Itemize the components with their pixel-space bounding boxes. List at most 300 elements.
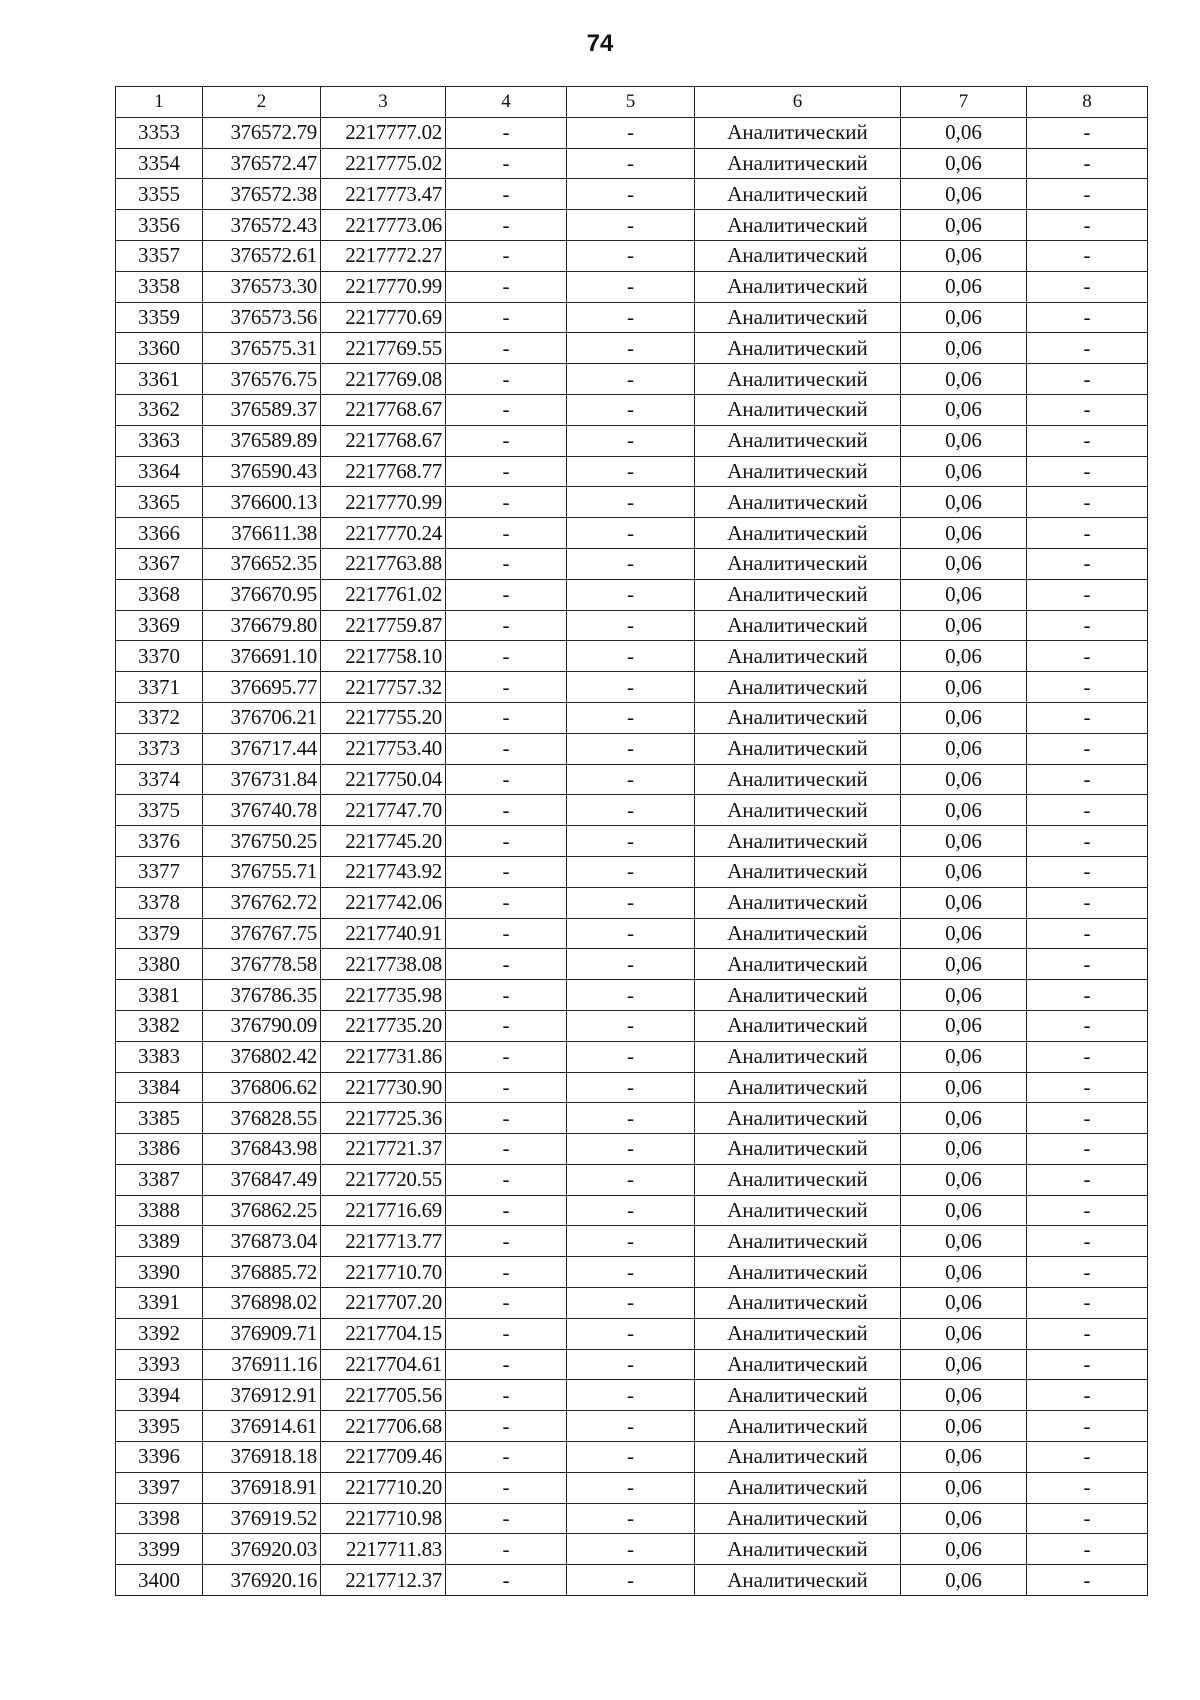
method-cell: Аналитический [695,949,901,980]
x-coordinate-cell: 376572.38 [203,179,321,210]
point-number-cell: 3387 [116,1164,203,1195]
table-header-row [116,87,1148,118]
x-coordinate-cell: 376572.43 [203,210,321,241]
table-row [116,456,1148,487]
point-number-cell: 3375 [116,795,203,826]
method-cell: Аналитический [695,1565,901,1596]
method-cell: Аналитический [695,117,901,148]
method-cell: Аналитический [695,795,901,826]
x-coordinate-cell: 376731.84 [203,764,321,795]
point-number-cell: 3397 [116,1472,203,1503]
y-coordinate-cell: 2217710.98 [321,1503,446,1534]
y-coordinate-cell: 2217705.56 [321,1380,446,1411]
column-8-cell: - [1027,1010,1148,1041]
y-coordinate-cell: 2217730.90 [321,1072,446,1103]
y-coordinate-cell: 2217769.08 [321,364,446,395]
method-cell: Аналитический [695,487,901,518]
column-8-cell: - [1027,1380,1148,1411]
method-cell: Аналитический [695,1380,901,1411]
table-row [116,733,1148,764]
column-5-cell: - [567,210,695,241]
accuracy-cell: 0,06 [901,210,1027,241]
accuracy-cell: 0,06 [901,980,1027,1011]
column-5-cell: - [567,148,695,179]
column-8-cell: - [1027,456,1148,487]
point-number-cell: 3360 [116,333,203,364]
x-coordinate-cell: 376912.91 [203,1380,321,1411]
x-coordinate-cell: 376590.43 [203,456,321,487]
table-row [116,1164,1148,1195]
column-5-cell: - [567,1472,695,1503]
accuracy-cell: 0,06 [901,579,1027,610]
table-row [116,1226,1148,1257]
column-8-cell: - [1027,1226,1148,1257]
point-number-cell: 3367 [116,548,203,579]
x-coordinate-cell: 376885.72 [203,1257,321,1288]
y-coordinate-cell: 2217770.99 [321,271,446,302]
column-5-cell: - [567,1103,695,1134]
y-coordinate-cell: 2217768.67 [321,425,446,456]
column-8-cell: - [1027,641,1148,672]
accuracy-cell: 0,06 [901,271,1027,302]
y-coordinate-cell: 2217750.04 [321,764,446,795]
column-8-cell: - [1027,1072,1148,1103]
column-8-cell: - [1027,179,1148,210]
column-4-cell: - [446,179,567,210]
accuracy-cell: 0,06 [901,487,1027,518]
table-row [116,425,1148,456]
column-4-cell: - [446,1134,567,1165]
x-coordinate-cell: 376873.04 [203,1226,321,1257]
accuracy-cell: 0,06 [901,1349,1027,1380]
column-4-cell: - [446,364,567,395]
table-row [116,1195,1148,1226]
method-cell: Аналитический [695,733,901,764]
x-coordinate-cell: 376589.89 [203,425,321,456]
table-row [116,887,1148,918]
table-row [116,1041,1148,1072]
column-5-cell: - [567,1195,695,1226]
accuracy-cell: 0,06 [901,1288,1027,1319]
table-row [116,579,1148,610]
x-coordinate-cell: 376755.71 [203,856,321,887]
y-coordinate-cell: 2217759.87 [321,610,446,641]
x-coordinate-cell: 376843.98 [203,1134,321,1165]
method-cell: Аналитический [695,210,901,241]
column-8-cell: - [1027,240,1148,271]
accuracy-cell: 0,06 [901,117,1027,148]
method-cell: Аналитический [695,548,901,579]
accuracy-cell: 0,06 [901,918,1027,949]
y-coordinate-cell: 2217770.24 [321,518,446,549]
method-cell: Аналитический [695,1103,901,1134]
accuracy-cell: 0,06 [901,518,1027,549]
column-4-cell: - [446,1565,567,1596]
point-number-cell: 3369 [116,610,203,641]
table-row [116,1288,1148,1319]
column-5-cell: - [567,1565,695,1596]
table-body [116,117,1148,1595]
accuracy-cell: 0,06 [901,1503,1027,1534]
point-number-cell: 3376 [116,826,203,857]
method-cell: Аналитический [695,1226,901,1257]
column-8-cell: - [1027,1041,1148,1072]
accuracy-cell: 0,06 [901,887,1027,918]
point-number-cell: 3366 [116,518,203,549]
column-5-cell: - [567,240,695,271]
x-coordinate-cell: 376919.52 [203,1503,321,1534]
table-row [116,1257,1148,1288]
column-5-cell: - [567,887,695,918]
column-5-cell: - [567,487,695,518]
x-coordinate-cell: 376589.37 [203,394,321,425]
point-number-cell: 3361 [116,364,203,395]
x-coordinate-cell: 376918.91 [203,1472,321,1503]
method-cell: Аналитический [695,1257,901,1288]
accuracy-cell: 0,06 [901,1442,1027,1473]
column-header-4: 4 [446,87,567,118]
column-5-cell: - [567,641,695,672]
accuracy-cell: 0,06 [901,1010,1027,1041]
column-4-cell: - [446,1472,567,1503]
x-coordinate-cell: 376573.30 [203,271,321,302]
point-number-cell: 3379 [116,918,203,949]
method-cell: Аналитический [695,1195,901,1226]
accuracy-cell: 0,06 [901,1072,1027,1103]
y-coordinate-cell: 2217711.83 [321,1534,446,1565]
accuracy-cell: 0,06 [901,702,1027,733]
column-4-cell: - [446,641,567,672]
method-cell: Аналитический [695,1534,901,1565]
y-coordinate-cell: 2217710.70 [321,1257,446,1288]
y-coordinate-cell: 2217731.86 [321,1041,446,1072]
method-cell: Аналитический [695,579,901,610]
column-4-cell: - [446,394,567,425]
column-5-cell: - [567,1411,695,1442]
point-number-cell: 3383 [116,1041,203,1072]
column-8-cell: - [1027,1565,1148,1596]
column-5-cell: - [567,672,695,703]
point-number-cell: 3394 [116,1380,203,1411]
column-8-cell: - [1027,1411,1148,1442]
method-cell: Аналитический [695,1318,901,1349]
column-5-cell: - [567,1503,695,1534]
y-coordinate-cell: 2217738.08 [321,949,446,980]
column-5-cell: - [567,949,695,980]
table-row [116,795,1148,826]
method-cell: Аналитический [695,887,901,918]
y-coordinate-cell: 2217768.77 [321,456,446,487]
point-number-cell: 3364 [116,456,203,487]
point-number-cell: 3399 [116,1534,203,1565]
table-row [116,1534,1148,1565]
column-8-cell: - [1027,1103,1148,1134]
method-cell: Аналитический [695,333,901,364]
accuracy-cell: 0,06 [901,733,1027,764]
column-4-cell: - [446,1103,567,1134]
accuracy-cell: 0,06 [901,1195,1027,1226]
y-coordinate-cell: 2217770.99 [321,487,446,518]
method-cell: Аналитический [695,271,901,302]
column-5-cell: - [567,1010,695,1041]
accuracy-cell: 0,06 [901,1380,1027,1411]
table-row [116,949,1148,980]
method-cell: Аналитический [695,918,901,949]
column-8-cell: - [1027,764,1148,795]
table-row [116,1072,1148,1103]
column-5-cell: - [567,456,695,487]
column-8-cell: - [1027,271,1148,302]
accuracy-cell: 0,06 [901,302,1027,333]
column-4-cell: - [446,672,567,703]
accuracy-cell: 0,06 [901,425,1027,456]
column-4-cell: - [446,117,567,148]
table-row [116,1411,1148,1442]
column-4-cell: - [446,610,567,641]
column-5-cell: - [567,1380,695,1411]
column-5-cell: - [567,579,695,610]
accuracy-cell: 0,06 [901,1534,1027,1565]
column-8-cell: - [1027,980,1148,1011]
column-8-cell: - [1027,826,1148,857]
column-5-cell: - [567,117,695,148]
point-number-cell: 3368 [116,579,203,610]
column-8-cell: - [1027,1318,1148,1349]
method-cell: Аналитический [695,148,901,179]
column-5-cell: - [567,1041,695,1072]
column-8-cell: - [1027,887,1148,918]
table-row [116,1010,1148,1041]
column-4-cell: - [446,579,567,610]
method-cell: Аналитический [695,1472,901,1503]
point-number-cell: 3390 [116,1257,203,1288]
column-4-cell: - [446,1195,567,1226]
x-coordinate-cell: 376911.16 [203,1349,321,1380]
accuracy-cell: 0,06 [901,641,1027,672]
column-5-cell: - [567,271,695,302]
column-5-cell: - [567,856,695,887]
table-row [116,1380,1148,1411]
x-coordinate-cell: 376790.09 [203,1010,321,1041]
column-5-cell: - [567,826,695,857]
x-coordinate-cell: 376670.95 [203,579,321,610]
column-5-cell: - [567,702,695,733]
x-coordinate-cell: 376573.56 [203,302,321,333]
y-coordinate-cell: 2217720.55 [321,1164,446,1195]
accuracy-cell: 0,06 [901,1164,1027,1195]
column-4-cell: - [446,1257,567,1288]
point-number-cell: 3374 [116,764,203,795]
column-5-cell: - [567,918,695,949]
column-5-cell: - [567,333,695,364]
accuracy-cell: 0,06 [901,1134,1027,1165]
column-4-cell: - [446,1041,567,1072]
y-coordinate-cell: 2217735.20 [321,1010,446,1041]
method-cell: Аналитический [695,1411,901,1442]
table-row [116,1103,1148,1134]
y-coordinate-cell: 2217716.69 [321,1195,446,1226]
column-8-cell: - [1027,1534,1148,1565]
table-row [116,1565,1148,1596]
point-number-cell: 3388 [116,1195,203,1226]
column-4-cell: - [446,856,567,887]
point-number-cell: 3395 [116,1411,203,1442]
point-number-cell: 3358 [116,271,203,302]
method-cell: Аналитический [695,1072,901,1103]
method-cell: Аналитический [695,302,901,333]
accuracy-cell: 0,06 [901,1103,1027,1134]
x-coordinate-cell: 376679.80 [203,610,321,641]
column-5-cell: - [567,1226,695,1257]
method-cell: Аналитический [695,1010,901,1041]
y-coordinate-cell: 2217769.55 [321,333,446,364]
y-coordinate-cell: 2217773.47 [321,179,446,210]
table-row [116,672,1148,703]
x-coordinate-cell: 376920.03 [203,1534,321,1565]
column-header-5: 5 [567,87,695,118]
y-coordinate-cell: 2217768.67 [321,394,446,425]
table-row [116,1503,1148,1534]
x-coordinate-cell: 376806.62 [203,1072,321,1103]
column-8-cell: - [1027,117,1148,148]
accuracy-cell: 0,06 [901,240,1027,271]
y-coordinate-cell: 2217757.32 [321,672,446,703]
column-5-cell: - [567,1349,695,1380]
y-coordinate-cell: 2217712.37 [321,1565,446,1596]
point-number-cell: 3380 [116,949,203,980]
table-row [116,1472,1148,1503]
column-8-cell: - [1027,148,1148,179]
y-coordinate-cell: 2217743.92 [321,856,446,887]
x-coordinate-cell: 376828.55 [203,1103,321,1134]
table-row [116,918,1148,949]
accuracy-cell: 0,06 [901,795,1027,826]
accuracy-cell: 0,06 [901,610,1027,641]
column-8-cell: - [1027,1503,1148,1534]
x-coordinate-cell: 376740.78 [203,795,321,826]
accuracy-cell: 0,06 [901,364,1027,395]
column-4-cell: - [446,302,567,333]
accuracy-cell: 0,06 [901,856,1027,887]
table-row [116,856,1148,887]
x-coordinate-cell: 376786.35 [203,980,321,1011]
column-8-cell: - [1027,210,1148,241]
y-coordinate-cell: 2217707.20 [321,1288,446,1319]
point-number-cell: 3357 [116,240,203,271]
column-header-7: 7 [901,87,1027,118]
column-5-cell: - [567,1164,695,1195]
method-cell: Аналитический [695,826,901,857]
x-coordinate-cell: 376802.42 [203,1041,321,1072]
point-number-cell: 3370 [116,641,203,672]
column-8-cell: - [1027,733,1148,764]
accuracy-cell: 0,06 [901,456,1027,487]
table-row [116,1442,1148,1473]
x-coordinate-cell: 376778.58 [203,949,321,980]
column-8-cell: - [1027,1288,1148,1319]
column-header-2: 2 [203,87,321,118]
point-number-cell: 3377 [116,856,203,887]
column-8-cell: - [1027,949,1148,980]
column-5-cell: - [567,1534,695,1565]
column-8-cell: - [1027,1195,1148,1226]
column-5-cell: - [567,764,695,795]
column-4-cell: - [446,1288,567,1319]
y-coordinate-cell: 2217709.46 [321,1442,446,1473]
table-row [116,487,1148,518]
y-coordinate-cell: 2217704.61 [321,1349,446,1380]
column-8-cell: - [1027,702,1148,733]
column-8-cell: - [1027,364,1148,395]
table-row [116,394,1148,425]
column-4-cell: - [446,887,567,918]
column-4-cell: - [446,148,567,179]
point-number-cell: 3398 [116,1503,203,1534]
column-4-cell: - [446,1534,567,1565]
column-4-cell: - [446,1072,567,1103]
column-8-cell: - [1027,487,1148,518]
accuracy-cell: 0,06 [901,148,1027,179]
accuracy-cell: 0,06 [901,1565,1027,1596]
x-coordinate-cell: 376918.18 [203,1442,321,1473]
column-5-cell: - [567,1442,695,1473]
x-coordinate-cell: 376847.49 [203,1164,321,1195]
column-4-cell: - [446,425,567,456]
method-cell: Аналитический [695,518,901,549]
method-cell: Аналитический [695,364,901,395]
table-row [116,980,1148,1011]
x-coordinate-cell: 376706.21 [203,702,321,733]
accuracy-cell: 0,06 [901,826,1027,857]
point-number-cell: 3354 [116,148,203,179]
y-coordinate-cell: 2217772.27 [321,240,446,271]
accuracy-cell: 0,06 [901,1041,1027,1072]
y-coordinate-cell: 2217773.06 [321,210,446,241]
table-row [116,117,1148,148]
column-8-cell: - [1027,333,1148,364]
method-cell: Аналитический [695,1349,901,1380]
column-4-cell: - [446,271,567,302]
method-cell: Аналитический [695,980,901,1011]
table-row [116,764,1148,795]
column-5-cell: - [567,425,695,456]
column-4-cell: - [446,333,567,364]
method-cell: Аналитический [695,764,901,795]
point-number-cell: 3363 [116,425,203,456]
table-row [116,610,1148,641]
point-number-cell: 3389 [116,1226,203,1257]
point-number-cell: 3359 [116,302,203,333]
column-4-cell: - [446,1318,567,1349]
point-number-cell: 3372 [116,702,203,733]
x-coordinate-cell: 376909.71 [203,1318,321,1349]
x-coordinate-cell: 376862.25 [203,1195,321,1226]
method-cell: Аналитический [695,610,901,641]
method-cell: Аналитический [695,425,901,456]
accuracy-cell: 0,06 [901,1318,1027,1349]
column-4-cell: - [446,1226,567,1257]
column-4-cell: - [446,487,567,518]
accuracy-cell: 0,06 [901,548,1027,579]
point-number-cell: 3353 [116,117,203,148]
y-coordinate-cell: 2217710.20 [321,1472,446,1503]
table-row [116,826,1148,857]
column-8-cell: - [1027,918,1148,949]
column-8-cell: - [1027,1134,1148,1165]
page-number: 74 [586,30,614,57]
column-8-cell: - [1027,1349,1148,1380]
point-number-cell: 3384 [116,1072,203,1103]
